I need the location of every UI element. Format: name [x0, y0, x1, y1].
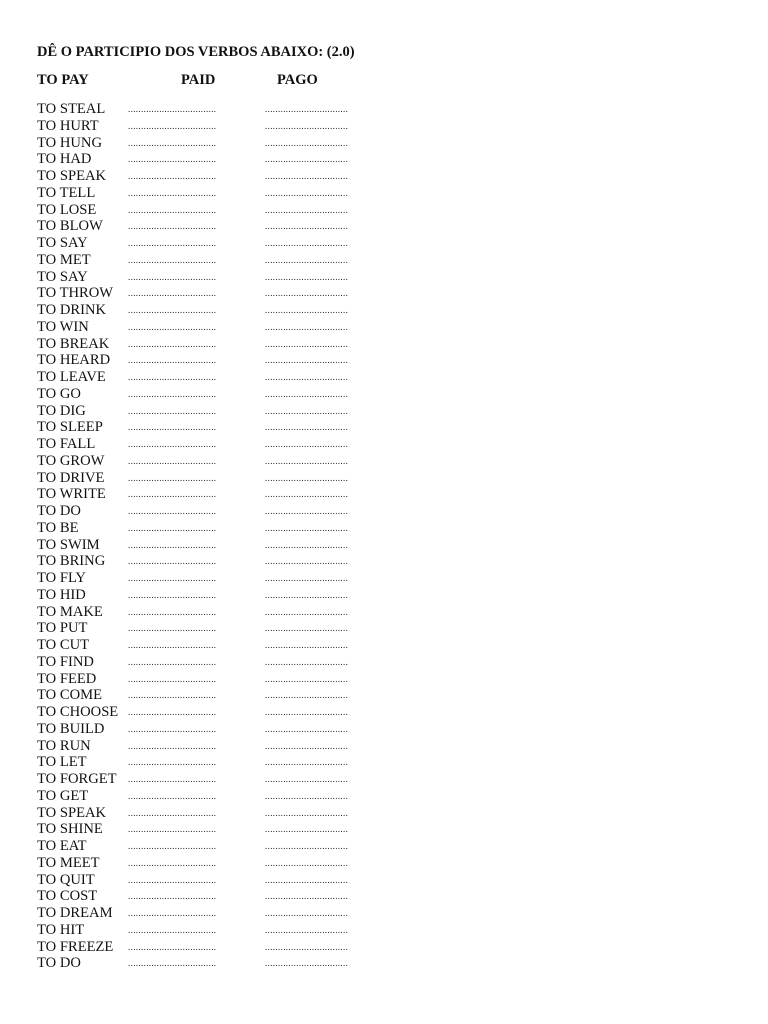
translation-blank: ................................ [265, 187, 349, 198]
participle-blank: .................................. [128, 824, 217, 835]
participle-blank: .................................. [128, 941, 217, 952]
verb-row [0, 369, 768, 386]
verb-row [0, 939, 768, 956]
participle-blank: .................................. [128, 556, 217, 567]
participle-blank: .................................. [128, 305, 217, 315]
translation-blank: ................................ [265, 338, 349, 349]
verb-row [0, 336, 768, 353]
verb-label: TO GET [37, 787, 89, 804]
verb-label: TO DIG [37, 402, 86, 419]
verb-row [0, 118, 768, 135]
verb-list [0, 101, 768, 972]
translation-blank: ................................ [265, 723, 349, 734]
verb-row [0, 721, 768, 738]
verb-row [0, 805, 768, 822]
verb-row [0, 319, 768, 336]
translation-blank: ................................ [265, 807, 349, 818]
verb-row [0, 520, 768, 537]
verb-label: TO LET [37, 754, 87, 771]
verb-row [0, 135, 768, 152]
verb-label: TO DRIVE [37, 469, 105, 486]
translation-blank: ................................ [265, 656, 349, 667]
example-translation: PAGO [277, 72, 318, 88]
verb-row [0, 285, 768, 302]
verb-label: TO COST [37, 888, 98, 905]
verb-row [0, 419, 768, 436]
translation-blank: ................................ [265, 422, 349, 433]
participle-blank: .................................. [128, 740, 217, 751]
translation-blank: ................................ [265, 405, 349, 416]
translation-blank: ................................ [265, 104, 349, 114]
verb-row [0, 537, 768, 554]
translation-blank: ................................ [265, 857, 349, 868]
translation-blank: ................................ [265, 924, 349, 935]
verb-label: TO HURT [37, 117, 99, 134]
verb-row [0, 620, 768, 637]
translation-blank: ................................ [265, 154, 349, 165]
participle-blank: .................................. [128, 640, 217, 650]
verb-label: TO HUNG [37, 134, 102, 151]
verb-label: TO STEAL [37, 101, 106, 117]
translation-blank: ................................ [265, 874, 349, 885]
participle-blank: .................................. [128, 254, 217, 265]
worksheet-title: DÊ O PARTICIPIO DOS VERBOS ABAIXO: (2.0) [37, 44, 355, 60]
verb-row [0, 503, 768, 520]
participle-blank: .................................. [128, 472, 217, 483]
translation-blank: ................................ [265, 489, 349, 500]
verb-label: TO COME [37, 687, 103, 704]
participle-blank: .................................. [128, 489, 217, 500]
participle-blank: .................................. [128, 204, 217, 215]
participle-blank: .................................. [128, 841, 217, 851]
translation-blank: ................................ [265, 355, 349, 366]
participle-blank: .................................. [128, 355, 217, 366]
translation-blank: ................................ [265, 556, 349, 567]
verb-row [0, 436, 768, 453]
verb-row [0, 788, 768, 805]
verb-row [0, 202, 768, 219]
verb-row [0, 168, 768, 185]
verb-row [0, 821, 768, 838]
verb-label: TO RUN [37, 737, 91, 754]
participle-blank: .................................. [128, 522, 217, 533]
verb-row [0, 604, 768, 621]
verb-row [0, 470, 768, 487]
participle-blank: .................................. [128, 271, 217, 282]
translation-blank: ................................ [265, 606, 349, 617]
translation-blank: ................................ [265, 506, 349, 516]
translation-blank: ................................ [265, 790, 349, 801]
verb-label: TO PUT [37, 620, 88, 637]
participle-blank: .................................. [128, 807, 217, 818]
verb-row [0, 687, 768, 704]
verb-label: TO WIN [37, 318, 89, 335]
translation-blank: ................................ [265, 690, 349, 701]
participle-blank: .................................. [128, 723, 217, 734]
verb-row [0, 838, 768, 855]
verb-label: TO QUIT [37, 871, 95, 888]
example-verb: TO PAY [37, 72, 89, 88]
participle-blank: .................................. [128, 958, 217, 969]
participle-blank: .................................. [128, 288, 217, 299]
verb-row [0, 855, 768, 872]
verb-label: TO BREAK [37, 335, 110, 352]
verb-row [0, 218, 768, 235]
participle-blank: .................................. [128, 589, 217, 600]
participle-blank: .................................. [128, 573, 217, 583]
participle-blank: .................................. [128, 623, 217, 634]
verb-row [0, 185, 768, 202]
translation-blank: ................................ [265, 623, 349, 634]
participle-blank: .................................. [128, 388, 217, 399]
participle-blank: .................................. [128, 606, 217, 617]
verb-label: TO DO [37, 955, 81, 972]
verb-label: TO SPEAK [37, 168, 107, 184]
participle-blank: .................................. [128, 690, 217, 701]
translation-blank: ................................ [265, 841, 349, 851]
verb-row [0, 252, 768, 269]
verb-label: TO FORGET [37, 771, 117, 787]
verb-label: TO DREAM [37, 905, 113, 921]
verb-label: TO MAKE [37, 603, 103, 620]
verb-row [0, 386, 768, 403]
translation-blank: ................................ [265, 254, 349, 265]
participle-blank: .................................. [128, 874, 217, 885]
verb-label: TO BE [37, 519, 79, 536]
participle-blank: .................................. [128, 221, 217, 232]
participle-blank: .................................. [128, 338, 217, 349]
translation-blank: ................................ [265, 305, 349, 315]
participle-blank: .................................. [128, 238, 217, 248]
verb-row [0, 738, 768, 755]
translation-blank: ................................ [265, 472, 349, 483]
translation-blank: ................................ [265, 271, 349, 282]
translation-blank: ................................ [265, 757, 349, 768]
verb-row [0, 888, 768, 905]
verb-row [0, 486, 768, 503]
verb-row [0, 101, 768, 118]
verb-row [0, 403, 768, 420]
verb-label: TO LEAVE [37, 369, 106, 385]
participle-blank: .................................. [128, 908, 217, 918]
verb-row [0, 704, 768, 721]
translation-blank: ................................ [265, 221, 349, 232]
verb-row [0, 269, 768, 286]
verb-label: TO HEARD [37, 352, 111, 369]
verb-row [0, 955, 768, 972]
verb-row [0, 553, 768, 570]
verb-label: TO BRING [37, 553, 106, 570]
translation-blank: ................................ [265, 439, 349, 449]
participle-blank: .................................. [128, 171, 217, 181]
participle-blank: .................................. [128, 673, 217, 684]
participle-blank: .................................. [128, 656, 217, 667]
verb-label: TO MET [37, 251, 91, 268]
verb-label: TO FEED [37, 670, 97, 687]
verb-row [0, 637, 768, 654]
verb-label: TO HID [37, 586, 86, 603]
participle-blank: .................................. [128, 439, 217, 449]
participle-blank: .................................. [128, 120, 217, 131]
participle-blank: .................................. [128, 405, 217, 416]
verb-label: TO SLEEP [37, 419, 103, 436]
verb-row [0, 302, 768, 319]
translation-blank: ................................ [265, 707, 349, 717]
translation-blank: ................................ [265, 640, 349, 650]
participle-blank: .................................. [128, 857, 217, 868]
translation-blank: ................................ [265, 824, 349, 835]
verb-label: TO WRITE [37, 486, 106, 503]
verb-label: TO MEET [37, 854, 100, 871]
translation-blank: ................................ [265, 137, 349, 148]
verb-label: TO THROW [37, 285, 114, 302]
verb-row [0, 905, 768, 922]
participle-blank: .................................. [128, 707, 217, 717]
translation-blank: ................................ [265, 573, 349, 583]
translation-blank: ................................ [265, 891, 349, 902]
translation-blank: ................................ [265, 171, 349, 181]
verb-label: TO FIND [37, 653, 94, 670]
verb-row [0, 671, 768, 688]
participle-blank: .................................. [128, 154, 217, 165]
translation-blank: ................................ [265, 740, 349, 751]
translation-blank: ................................ [265, 321, 349, 332]
translation-blank: ................................ [265, 941, 349, 952]
translation-blank: ................................ [265, 908, 349, 918]
verb-row [0, 654, 768, 671]
participle-blank: .................................. [128, 104, 217, 114]
translation-blank: ................................ [265, 774, 349, 784]
column-header [0, 72, 768, 90]
verb-row [0, 922, 768, 939]
verb-row [0, 587, 768, 604]
participle-blank: .................................. [128, 891, 217, 902]
verb-label: TO FALL [37, 436, 96, 452]
verb-label: TO BLOW [37, 218, 103, 235]
participle-blank: .................................. [128, 372, 217, 382]
participle-blank: .................................. [128, 790, 217, 801]
participle-blank: .................................. [128, 321, 217, 332]
verb-row [0, 771, 768, 788]
participle-blank: .................................. [128, 774, 217, 784]
verb-label: TO GROW [37, 452, 105, 469]
translation-blank: ................................ [265, 958, 349, 969]
verb-row [0, 151, 768, 168]
verb-label: TO SHINE [37, 821, 103, 838]
verb-label: TO FLY [37, 570, 86, 586]
verb-label: TO SWIM [37, 536, 100, 553]
verb-row [0, 453, 768, 470]
verb-label: TO LOSE [37, 201, 97, 218]
verb-label: TO DRINK [37, 302, 107, 318]
verb-label: TO HAD [37, 151, 92, 168]
translation-blank: ................................ [265, 673, 349, 684]
translation-blank: ................................ [265, 522, 349, 533]
translation-blank: ................................ [265, 288, 349, 299]
verb-row [0, 352, 768, 369]
verb-label: TO CUT [37, 637, 90, 653]
translation-blank: ................................ [265, 204, 349, 215]
verb-label: TO GO [37, 385, 81, 402]
verb-label: TO BUILD [37, 720, 105, 737]
participle-blank: .................................. [128, 422, 217, 433]
translation-blank: ................................ [265, 372, 349, 382]
verb-label: TO TELL [37, 184, 96, 201]
translation-blank: ................................ [265, 455, 349, 466]
verb-label: TO SPEAK [37, 804, 107, 821]
translation-blank: ................................ [265, 539, 349, 550]
verb-row [0, 570, 768, 587]
verb-row [0, 872, 768, 889]
translation-blank: ................................ [265, 120, 349, 131]
example-participle: PAID [181, 72, 216, 88]
participle-blank: .................................. [128, 187, 217, 198]
participle-blank: .................................. [128, 455, 217, 466]
verb-label: TO SAY [37, 268, 88, 285]
participle-blank: .................................. [128, 506, 217, 516]
verb-label: TO EAT [37, 838, 87, 854]
verb-row [0, 754, 768, 771]
participle-blank: .................................. [128, 924, 217, 935]
translation-blank: ................................ [265, 589, 349, 600]
participle-blank: .................................. [128, 137, 217, 148]
verb-label: TO DO [37, 503, 81, 519]
verb-row [0, 235, 768, 252]
participle-blank: .................................. [128, 757, 217, 768]
translation-blank: ................................ [265, 238, 349, 248]
verb-label: TO SAY [37, 235, 88, 251]
translation-blank: ................................ [265, 388, 349, 399]
verb-label: TO HIT [37, 921, 85, 938]
verb-label: TO CHOOSE [37, 704, 119, 720]
verb-label: TO FREEZE [37, 938, 114, 955]
participle-blank: .................................. [128, 539, 217, 550]
